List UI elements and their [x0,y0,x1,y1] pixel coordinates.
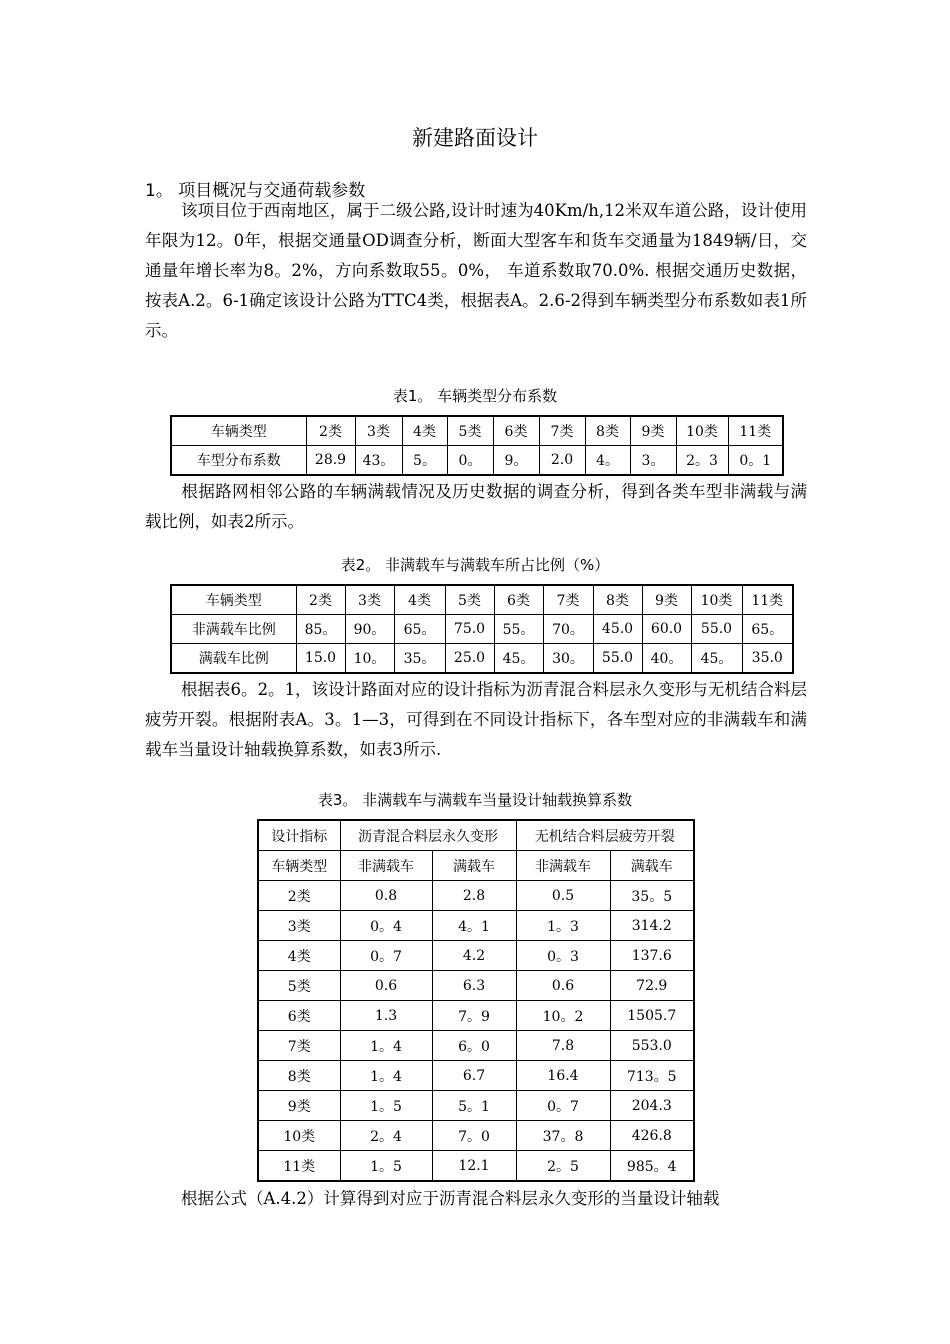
table-cell: 1。4 [340,1031,432,1061]
table2-caption: 表2。 非满载车与满载车所占比例（%） [340,556,610,574]
table-cell: 4。1 [432,911,516,941]
table-cell: 2。4 [340,1121,432,1151]
table-cell: 35。5 [610,881,694,911]
table-cell: 0.5 [516,881,610,911]
table-cell: 7。0 [432,1121,516,1151]
table-cell: 35.0 [742,644,793,674]
table-row [258,881,694,911]
table-row-label: 2类 [258,881,340,911]
table-cell: 553.0 [610,1031,694,1061]
table-row-label: 10类 [258,1121,340,1151]
table-row [171,446,783,476]
table-row [258,1061,694,1091]
table-cell: 4类 [394,585,445,615]
table-cell: 25.0 [445,644,494,674]
table-cell: 8类 [593,585,642,615]
table-header-cell: 满载车 [610,851,694,881]
table2-body [171,585,793,673]
table-cell: 4.2 [432,941,516,971]
table-cell: 55.0 [593,644,642,674]
table-row [171,615,793,644]
table-cell: 7类 [543,585,593,615]
table-cell: 1。3 [516,911,610,941]
table-cell: 0。3 [516,941,610,971]
table-row-label: 车辆类型 [171,416,306,446]
table-row [258,1121,694,1151]
table-row-label: 车辆类型 [171,585,296,615]
table-row-label: 9类 [258,1091,340,1121]
table-cell: 0。7 [340,941,432,971]
table-cell: 6类 [493,416,539,446]
table-cell: 5类 [445,585,494,615]
table-cell: 137.6 [610,941,694,971]
table-cell: 1.3 [340,1001,432,1031]
table-cell: 2类 [296,585,345,615]
table-row-label: 车型分布系数 [171,446,306,476]
table-row-label: 满载车比例 [171,644,296,674]
table-cell: 4类 [402,416,447,446]
table-row [258,911,694,941]
table-cell: 10类 [676,416,728,446]
table-row-label: 4类 [258,941,340,971]
section-heading: 1。 项目概况与交通荷载参数 [145,181,366,201]
table-cell: 60.0 [642,615,691,644]
table-cell: 40。 [642,644,691,674]
table-cell: 55.0 [691,615,742,644]
table-cell: 0.6 [340,971,432,1001]
load-ratio-table [170,584,794,674]
table-cell: 2。5 [516,1151,610,1182]
table-cell: 75.0 [445,615,494,644]
table-header-cell: 设计指标 [258,820,340,851]
table-cell: 0.6 [516,971,610,1001]
table-header-cell: 满载车 [432,851,516,881]
table1-caption: 表1。 车辆类型分布系数 [392,387,558,405]
paragraph-formula [145,1184,807,1214]
table-row-label: 11类 [258,1151,340,1182]
table-cell: 9类 [630,416,676,446]
table-cell: 0。7 [516,1091,610,1121]
table-cell: 28.9 [306,446,355,476]
table-cell: 1505.7 [610,1001,694,1031]
table-row-label: 3类 [258,911,340,941]
table-cell: 11类 [742,585,793,615]
table-cell: 8类 [585,416,630,446]
table-cell: 90。 [345,615,394,644]
table-row [171,585,793,615]
table-cell: 7类 [539,416,585,446]
table-row-label: 6类 [258,1001,340,1031]
table-cell: 3类 [355,416,402,446]
table-cell: 7.8 [516,1031,610,1061]
table-cell: 1。5 [340,1151,432,1182]
table-row [258,1151,694,1182]
table-cell: 43。 [355,446,402,476]
table-header-row [258,820,694,851]
table-row-label: 7类 [258,1031,340,1061]
table-cell: 85。 [296,615,345,644]
paragraph-design-index [145,675,807,765]
table-cell: 2.8 [432,881,516,911]
paragraph-text: 根据公式（A.4.2）计算得到对应于沥青混合料层永久变形的当量设计轴载 [181,1189,720,1208]
vehicle-distribution-table [170,415,784,476]
table-cell: 2类 [306,416,355,446]
paragraph-load-ratio [145,477,807,537]
table-cell: 314.2 [610,911,694,941]
table-cell: 5。 [402,446,447,476]
table-cell: 70。 [543,615,593,644]
table-cell: 6。0 [432,1031,516,1061]
page-title: 新建路面设计 [412,126,538,150]
table-row-label: 5类 [258,971,340,1001]
table-cell: 37。8 [516,1121,610,1151]
table-cell: 10。 [345,644,394,674]
table-cell: 5类 [447,416,493,446]
paragraph-text: 根据表6。2。1，该设计路面对应的设计指标为沥青混合料层永久变形与无机结合料层疲劳开裂。根据附表A。3。1—3，可得到在不同设计指标下，各车型对应的非满载车和满载车当量设计轴载换算系数，如表3所示. [145,680,807,759]
table-cell: 72.9 [610,971,694,1001]
table-row-label: 非满载车比例 [171,615,296,644]
table-header-row [258,851,694,881]
table-cell: 204.3 [610,1091,694,1121]
paragraph-project-overview [145,196,807,346]
table-cell: 15.0 [296,644,345,674]
table-cell: 5。1 [432,1091,516,1121]
table-cell: 3。 [630,446,676,476]
table-cell: 65。 [394,615,445,644]
table-header-cell: 沥青混合料层永久变形 [340,820,516,851]
table-cell: 426.8 [610,1121,694,1151]
table-row [258,1031,694,1061]
paragraph-text: 该项目位于西南地区，属于二级公路,设计时速为40Km/h,12米双车道公路，设计使用年限为12。0年，根据交通量OD调查分析，断面大型客车和货车交通量为1849辆/日，交通量年增长率为8。2%，方向系数取55。0%， 车道系数取70.0%. 根据交通历史数据，按表A.2。6-1确定该设计公路为TTC4类，根据表A。2.6-2得到车辆类型分布系数如表1所示。 [145,201,807,340]
axle-load-conversion-table [257,819,695,1182]
table-row-label: 8类 [258,1061,340,1091]
table-cell: 0。4 [340,911,432,941]
table-cell: 7。9 [432,1001,516,1031]
table-cell: 0。 [447,446,493,476]
table-cell: 16.4 [516,1061,610,1091]
table-cell: 2。3 [676,446,728,476]
table-cell: 3类 [345,585,394,615]
table-cell: 45。 [691,644,742,674]
table-row [258,1091,694,1121]
table-cell: 6类 [494,585,543,615]
table-cell: 1。5 [340,1091,432,1121]
table-cell: 65。 [742,615,793,644]
table-row [171,416,783,446]
table3-body [258,820,694,1181]
table-cell: 45.0 [593,615,642,644]
table-cell: 4。 [585,446,630,476]
table-cell: 9类 [642,585,691,615]
table-cell: 11类 [728,416,783,446]
table-cell: 45。 [494,644,543,674]
table3-caption: 表3。 非满载车与满载车当量设计轴载换算系数 [317,791,633,809]
table-header-cell: 非满载车 [340,851,432,881]
table-row [258,971,694,1001]
table-cell: 35。 [394,644,445,674]
table-row [171,644,793,674]
table-cell: 30。 [543,644,593,674]
table-cell: 10。2 [516,1001,610,1031]
table-cell: 55。 [494,615,543,644]
table-header-cell: 无机结合料层疲劳开裂 [516,820,694,851]
table-header-cell: 车辆类型 [258,851,340,881]
table-cell: 6.7 [432,1061,516,1091]
table-cell: 10类 [691,585,742,615]
table1-body [171,416,783,475]
table-row [258,941,694,971]
paragraph-text: 根据路网相邻公路的车辆满载情况及历史数据的调查分析，得到各类车型非满载与满载比例，如表2所示。 [145,482,807,531]
table-cell: 713。5 [610,1061,694,1091]
table-cell: 0.8 [340,881,432,911]
table-header-cell: 非满载车 [516,851,610,881]
table-cell: 1。4 [340,1061,432,1091]
table-cell: 985。4 [610,1151,694,1182]
table-cell: 2.0 [539,446,585,476]
table-cell: 12.1 [432,1151,516,1182]
table-cell: 9。 [493,446,539,476]
table-cell: 6.3 [432,971,516,1001]
table-row [258,1001,694,1031]
table-cell: 0。1 [728,446,783,476]
